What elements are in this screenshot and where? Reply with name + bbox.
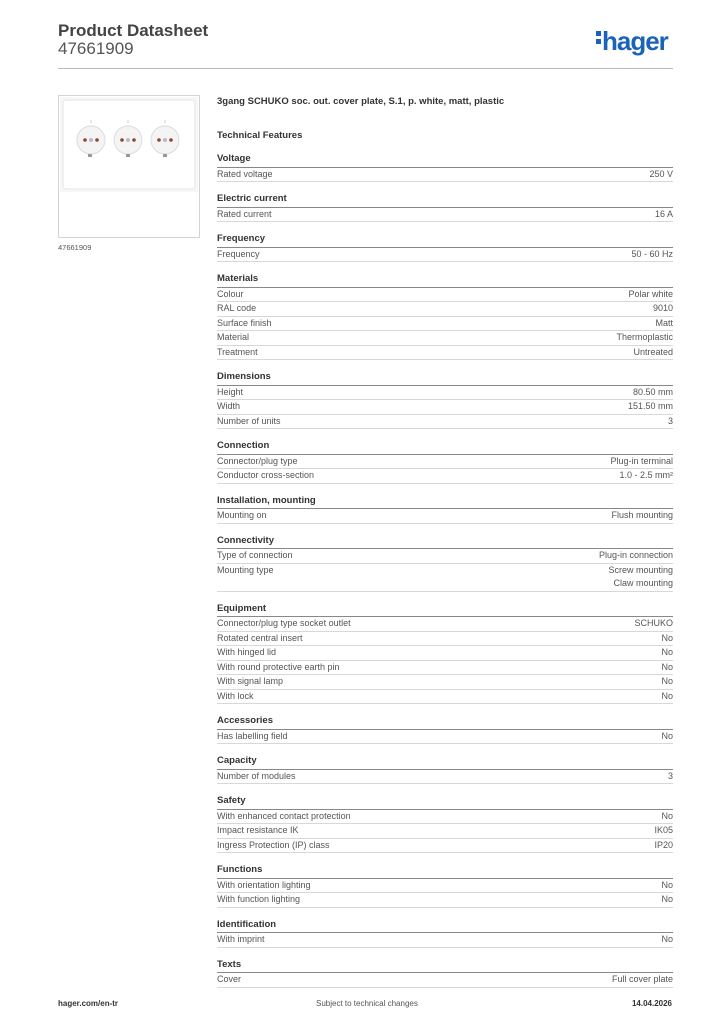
spec-label: With function lighting bbox=[217, 894, 301, 904]
spec-label: Conductor cross-section bbox=[217, 470, 315, 480]
spec-label: Connector/plug type socket outlet bbox=[217, 618, 351, 628]
spec-label: With signal lamp bbox=[217, 676, 284, 686]
spec-row bbox=[217, 879, 673, 894]
spec-value-line: No bbox=[661, 632, 673, 643]
spec-value bbox=[654, 824, 673, 838]
spec-row bbox=[217, 469, 673, 484]
section-title: Functions bbox=[217, 863, 673, 879]
section-title: Installation, mounting bbox=[217, 494, 673, 510]
spec-row bbox=[217, 415, 673, 430]
section-title: Voltage bbox=[217, 152, 673, 168]
spec-row bbox=[217, 317, 673, 332]
spec-label: With orientation lighting bbox=[217, 879, 311, 890]
spec-value bbox=[661, 675, 673, 689]
spec-value-line: Full cover plate bbox=[611, 974, 673, 984]
spec-value-line: IP20 bbox=[654, 839, 673, 850]
spec-label: Mounting type bbox=[217, 564, 274, 575]
spec-row bbox=[217, 248, 673, 263]
spec-value-line: No bbox=[661, 690, 673, 701]
spec-value-line: IK05 bbox=[654, 825, 673, 835]
product-image bbox=[58, 95, 200, 238]
header-divider bbox=[58, 68, 673, 69]
spec-value-line: Matt bbox=[655, 317, 673, 328]
spec-value-line: Untreated bbox=[633, 346, 673, 357]
spec-value bbox=[661, 730, 673, 744]
spec-section bbox=[217, 439, 673, 484]
spec-row bbox=[217, 208, 673, 223]
spec-value-line: Flush mounting bbox=[611, 510, 673, 520]
section-title: Connectivity bbox=[217, 534, 673, 550]
spec-value-line: No bbox=[661, 661, 673, 672]
svg-text:↕: ↕ bbox=[126, 119, 130, 125]
spec-value-line: Polar white bbox=[628, 288, 673, 299]
spec-section bbox=[217, 370, 673, 429]
footer-notice: Subject to technical changes bbox=[316, 999, 418, 1008]
section-title: Safety bbox=[217, 794, 673, 810]
spec-label: Treatment bbox=[217, 346, 258, 357]
spec-value bbox=[633, 386, 673, 400]
spec-section bbox=[217, 602, 673, 705]
spec-value bbox=[628, 288, 673, 302]
spec-label: Width bbox=[217, 401, 241, 411]
spec-label: With round protective earth pin bbox=[217, 661, 340, 672]
spec-row bbox=[217, 893, 673, 908]
spec-row bbox=[217, 331, 673, 346]
spec-row bbox=[217, 400, 673, 415]
spec-label: Cover bbox=[217, 974, 242, 984]
spec-row bbox=[217, 386, 673, 401]
page-title: Product Datasheet bbox=[58, 21, 209, 40]
section-title: Capacity bbox=[217, 754, 673, 770]
spec-value-line: 50 - 60 Hz bbox=[631, 248, 673, 259]
spec-value bbox=[661, 646, 673, 660]
spec-value-line: No bbox=[661, 934, 673, 944]
spec-value bbox=[599, 549, 673, 563]
spec-value bbox=[610, 455, 673, 469]
spec-value bbox=[633, 346, 673, 360]
spec-value-line: 1.0 - 2.5 mm² bbox=[619, 470, 673, 480]
hager-logo bbox=[596, 26, 668, 56]
spec-row bbox=[217, 770, 673, 785]
spec-row bbox=[217, 617, 673, 632]
spec-section bbox=[217, 918, 673, 948]
footer-date: 14.04.2026 bbox=[631, 999, 672, 1008]
section-title: Accessories bbox=[217, 714, 673, 730]
spec-value-line: 80.50 mm bbox=[632, 386, 673, 397]
spec-row bbox=[217, 730, 673, 745]
spec-label: Mounting on bbox=[217, 510, 267, 520]
spec-value bbox=[649, 168, 673, 182]
spec-row bbox=[217, 933, 673, 948]
spec-value-line: SCHUKO bbox=[634, 618, 673, 628]
spec-label: With imprint bbox=[217, 934, 265, 944]
section-title: Dimensions bbox=[217, 370, 673, 386]
spec-row bbox=[217, 839, 673, 854]
spec-value-line: No bbox=[661, 676, 673, 686]
spec-section bbox=[217, 958, 673, 988]
svg-text:↕: ↕ bbox=[163, 119, 167, 125]
spec-value bbox=[612, 973, 673, 987]
spec-row bbox=[217, 824, 673, 839]
spec-label: Material bbox=[217, 332, 250, 342]
spec-row bbox=[217, 564, 673, 592]
spec-label: With lock bbox=[217, 690, 254, 701]
spec-section bbox=[217, 863, 673, 908]
spec-value bbox=[619, 469, 673, 483]
image-caption: 47661909 bbox=[58, 243, 92, 252]
spec-value bbox=[616, 331, 673, 345]
product-id: 47661909 bbox=[58, 39, 134, 58]
spec-value bbox=[655, 317, 673, 331]
spec-label: Type of connection bbox=[217, 550, 293, 560]
product-title: 3gang SCHUKO soc. out. cover plate, S.1, p. white, matt, plastic bbox=[217, 96, 505, 107]
spec-value-line: No bbox=[661, 894, 673, 904]
section-title: Frequency bbox=[217, 232, 673, 248]
spec-label: Number of modules bbox=[217, 770, 296, 781]
logo-text: hager bbox=[602, 26, 668, 56]
spec-value bbox=[634, 617, 673, 631]
spec-label: Ingress Protection (IP) class bbox=[217, 839, 330, 850]
spec-label: Colour bbox=[217, 288, 244, 299]
three-gang-socket-plate-image bbox=[59, 96, 199, 237]
spec-row bbox=[217, 646, 673, 661]
spec-row bbox=[217, 346, 673, 361]
spec-value bbox=[655, 208, 673, 222]
spec-value-line: No bbox=[661, 810, 673, 821]
spec-label: Number of units bbox=[217, 415, 281, 426]
spec-value-line: Plug-in terminal bbox=[610, 455, 673, 466]
spec-value bbox=[611, 509, 673, 523]
spec-value-line: No bbox=[661, 879, 673, 890]
spec-label: Height bbox=[217, 386, 244, 397]
svg-text:↕: ↕ bbox=[89, 119, 93, 125]
spec-label: Rated voltage bbox=[217, 168, 273, 179]
spec-row bbox=[217, 973, 673, 988]
spec-label: Frequency bbox=[217, 248, 260, 259]
spec-section bbox=[217, 152, 673, 182]
spec-row bbox=[217, 509, 673, 524]
spec-value-line: Claw mounting bbox=[613, 578, 673, 588]
section-title: Equipment bbox=[217, 602, 673, 618]
spec-value-line: 3 bbox=[667, 770, 673, 781]
spec-value bbox=[631, 248, 673, 262]
spec-section bbox=[217, 232, 673, 262]
spec-value-line: No bbox=[661, 647, 673, 657]
spec-value-line: Screw mounting bbox=[608, 564, 673, 575]
spec-label: RAL code bbox=[217, 303, 257, 313]
spec-value bbox=[628, 400, 673, 414]
spec-value-line: 3 bbox=[667, 415, 673, 426]
spec-section bbox=[217, 714, 673, 744]
spec-label: Impact resistance IK bbox=[217, 825, 299, 835]
spec-section bbox=[217, 192, 673, 222]
spec-value bbox=[608, 564, 673, 591]
spec-label: With enhanced contact protection bbox=[217, 810, 351, 821]
spec-value bbox=[661, 661, 673, 675]
spec-row bbox=[217, 455, 673, 470]
spec-value bbox=[668, 415, 673, 429]
spec-value-line: 151.50 mm bbox=[627, 401, 673, 411]
spec-row bbox=[217, 549, 673, 564]
spec-value bbox=[668, 770, 673, 784]
section-title: Identification bbox=[217, 918, 673, 934]
spec-value-line: No bbox=[661, 730, 673, 741]
spec-section bbox=[217, 754, 673, 784]
spec-value bbox=[661, 879, 673, 893]
spec-value bbox=[653, 302, 673, 316]
spec-table bbox=[217, 152, 673, 988]
section-title: Connection bbox=[217, 439, 673, 455]
technical-features-heading: Technical Features bbox=[217, 130, 303, 141]
spec-label: Has labelling field bbox=[217, 730, 288, 741]
spec-value-line: 250 V bbox=[649, 168, 673, 179]
spec-row bbox=[217, 810, 673, 825]
spec-value-line: Thermoplastic bbox=[616, 332, 673, 342]
spec-value bbox=[661, 632, 673, 646]
spec-row bbox=[217, 675, 673, 690]
spec-row bbox=[217, 302, 673, 317]
section-title: Electric current bbox=[217, 192, 673, 208]
spec-label: With hinged lid bbox=[217, 647, 277, 657]
spec-section bbox=[217, 272, 673, 360]
spec-value-line: 9010 bbox=[652, 303, 673, 313]
spec-value bbox=[654, 839, 673, 853]
spec-row bbox=[217, 168, 673, 183]
logo-dots-icon bbox=[596, 31, 601, 47]
spec-value-line: 16 A bbox=[654, 208, 673, 219]
spec-label: Rotated central insert bbox=[217, 632, 303, 643]
spec-section bbox=[217, 534, 673, 592]
spec-value bbox=[661, 690, 673, 704]
spec-section bbox=[217, 494, 673, 524]
spec-value bbox=[661, 893, 673, 907]
spec-value bbox=[661, 810, 673, 824]
spec-value bbox=[661, 933, 673, 947]
spec-row bbox=[217, 632, 673, 647]
spec-value-line: Plug-in connection bbox=[598, 550, 673, 560]
spec-label: Surface finish bbox=[217, 317, 272, 328]
spec-label: Connector/plug type bbox=[217, 455, 298, 466]
section-title: Texts bbox=[217, 958, 673, 974]
spec-label: Rated current bbox=[217, 208, 272, 219]
spec-row bbox=[217, 690, 673, 705]
section-title: Materials bbox=[217, 272, 673, 288]
spec-row bbox=[217, 288, 673, 303]
footer-website[interactable]: hager.com/en-tr bbox=[58, 999, 119, 1008]
spec-section bbox=[217, 794, 673, 853]
spec-row bbox=[217, 661, 673, 676]
